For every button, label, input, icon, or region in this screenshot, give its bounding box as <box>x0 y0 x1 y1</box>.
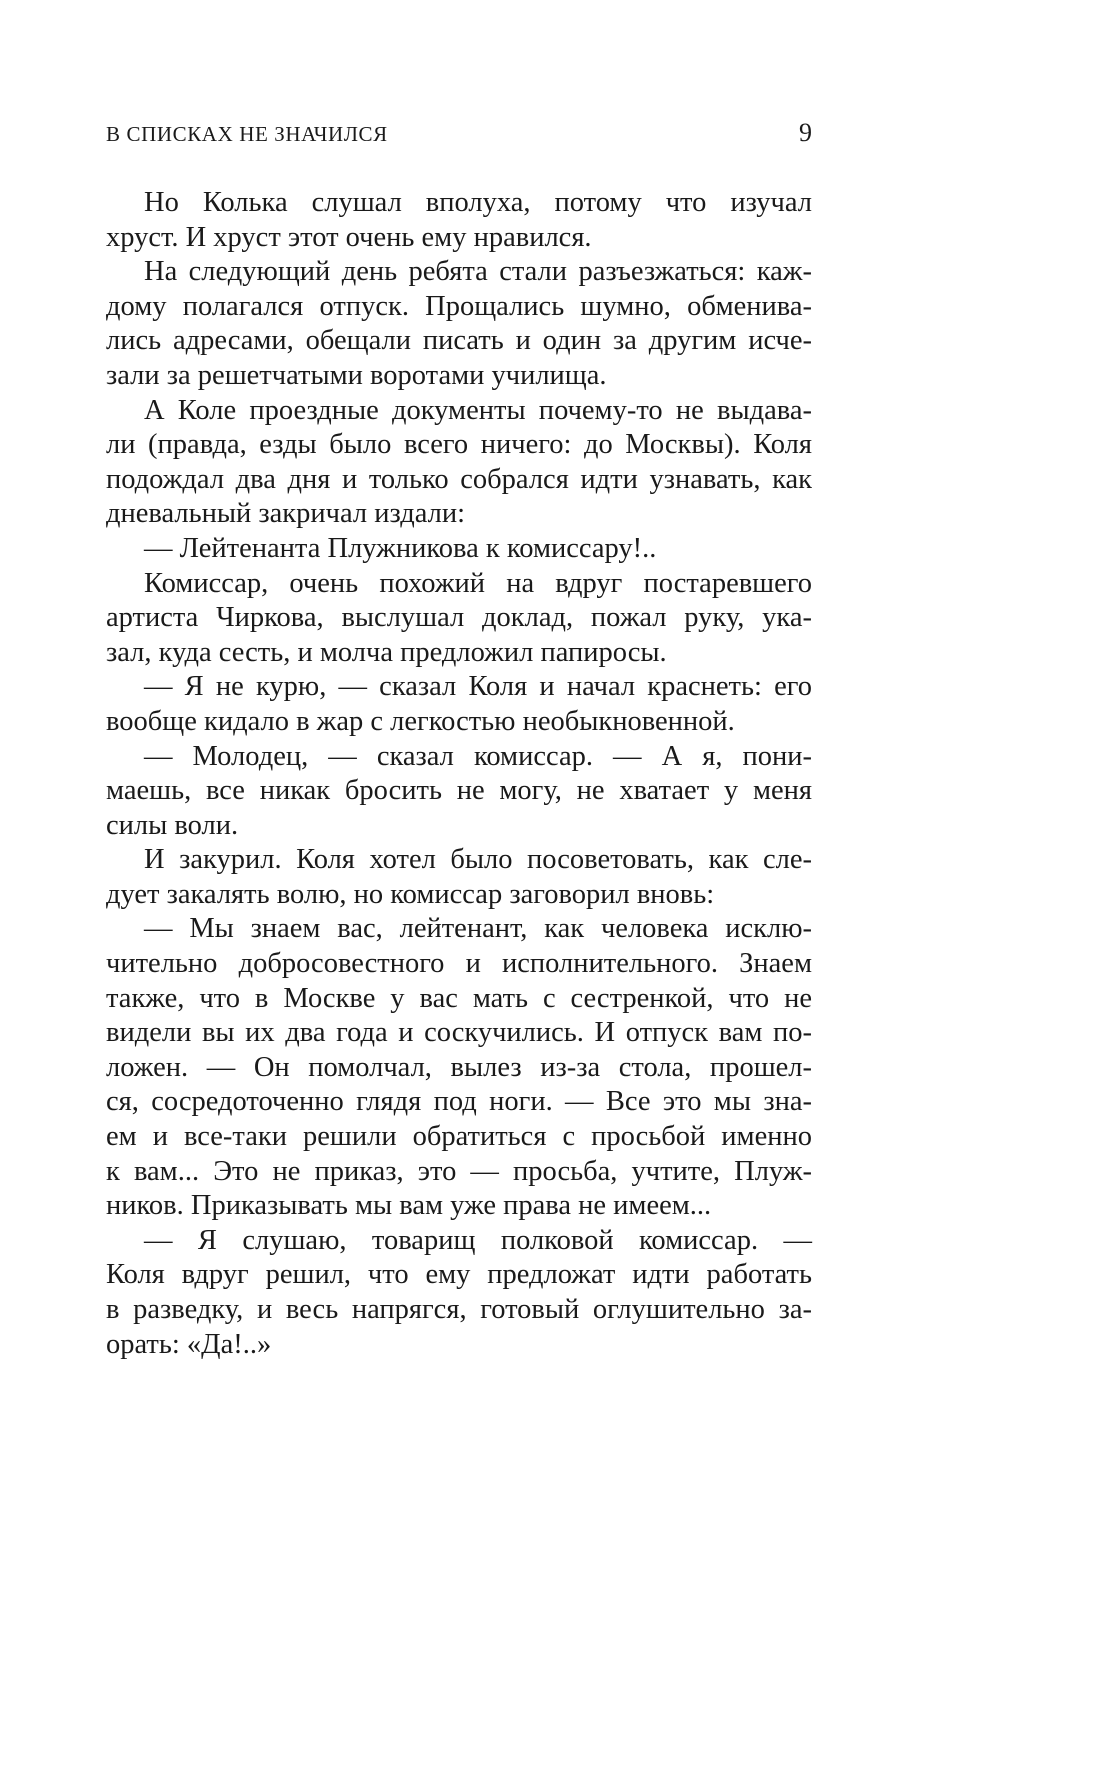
text-line: чительно добросовестного и исполнительного. Знаем <box>106 948 812 980</box>
text-line: ся, сосредоточенно глядя под ноги. — Все это мы зна- <box>106 1086 812 1118</box>
text-line: в разведку, и весь напрягся, готовый оглушительно за- <box>106 1294 812 1325</box>
text-line: дневальный закричал издали: <box>106 498 466 530</box>
text-line: ников. Приказывать мы вам уже права не имеем... <box>106 1190 712 1222</box>
text-line: маешь, все никак бросить не могу, не хватает у меня <box>106 775 812 807</box>
text-line: также, что в Москве у вас мать с сестренкой, что не <box>106 982 812 1014</box>
text-line: — Лейтенанта Плужникова к комиссару!.. <box>144 532 657 564</box>
text-line: вообще кидало в жар с легкостью необыкновенной. <box>106 705 735 737</box>
text-line: видели вы их два года и соскучились. И отпуск вам по- <box>106 1017 812 1049</box>
text-line: дует закалять волю, но комиссар заговорил вновь: <box>106 878 715 910</box>
text-line: — Мы знаем вас, лейтенант, как человека исклю- <box>144 913 812 945</box>
text-line: И закурил. Коля хотел было посоветовать, как сле- <box>144 844 812 876</box>
text-line: зали за решетчатыми воротами училища. <box>106 359 607 391</box>
text-line: На следующий день ребята стали разъезжаться: каж- <box>144 256 812 288</box>
text-line: А Коле проездные документы почему-то не выдава- <box>144 394 812 426</box>
text-line: зал, куда сесть, и молча предложил папиросы. <box>106 636 667 668</box>
text-line: ли (правда, езды было всего ничего: до Москвы). Коля <box>106 429 812 461</box>
text-line: подождал два дня и только собрался идти узнавать, как <box>106 463 812 495</box>
text-line: Но Колька слушал вполуха, потому что изучал <box>144 187 812 218</box>
text-line: хруст. И хруст этот очень ему нравился. <box>106 221 592 253</box>
running-header <box>106 118 812 152</box>
text-line: к вам... Это не приказ, это — просьба, учтите, Плуж- <box>106 1155 812 1187</box>
page-number: 9 <box>799 118 812 147</box>
text-line: ложен. — Он помолчал, вылез из-за стола, прошел- <box>106 1051 812 1083</box>
text-line: ем и все-таки решили обратиться с просьбой именно <box>106 1121 812 1153</box>
text-line: орать: «Да!..» <box>106 1328 272 1360</box>
text-line: лись адресами, обещали писать и один за другим исче- <box>106 325 812 357</box>
text-line: артиста Чиркова, выслушал доклад, пожал руку, ука- <box>106 602 812 634</box>
text-line: силы воли. <box>106 809 239 841</box>
text-line: — Я слушаю, товарищ полковой комиссар. — <box>144 1224 812 1256</box>
running-title: В СПИСКАХ НЕ ЗНАЧИЛСЯ <box>106 122 388 146</box>
text-line: Коля вдруг решил, что ему предложат идти работать <box>106 1259 812 1291</box>
text-line: — Я не курю, — сказал Коля и начал краснеть: его <box>144 671 812 703</box>
text-line: — Молодец, — сказал комиссар. — А я, пони- <box>144 740 812 772</box>
body-text <box>106 186 812 1362</box>
text-line: дому полагался отпуск. Прощались шумно, обменива- <box>106 290 812 322</box>
text-line: Комиссар, очень похожий на вдруг постаревшего <box>144 567 812 599</box>
